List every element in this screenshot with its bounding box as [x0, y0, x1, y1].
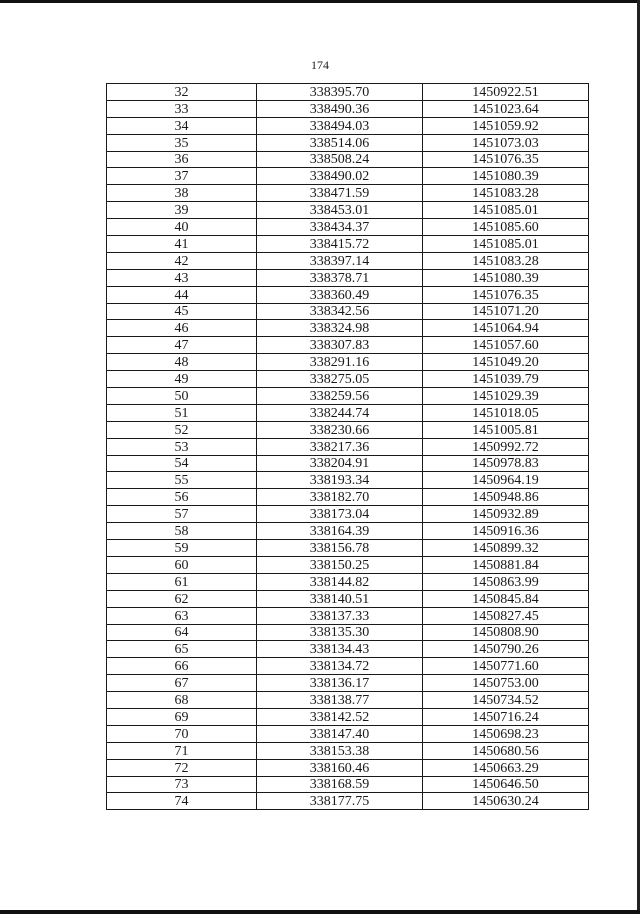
page-number: 174	[311, 58, 329, 72]
table-row	[107, 371, 589, 388]
table-row	[107, 202, 589, 219]
table-row	[107, 556, 589, 573]
scan-edge-top	[0, 0, 640, 3]
table-row	[107, 742, 589, 759]
point-number-cell: 63	[107, 607, 257, 624]
point-number-cell: 45	[107, 303, 257, 320]
point-number-cell: 38	[107, 185, 257, 202]
point-number-cell: 55	[107, 472, 257, 489]
y-coordinate-cell: 1450734.52	[423, 692, 589, 709]
scan-edge-bottom	[0, 910, 640, 914]
table-row	[107, 658, 589, 675]
point-number-cell: 71	[107, 742, 257, 759]
x-coordinate-cell: 338490.36	[257, 100, 423, 117]
x-coordinate-cell: 338244.74	[257, 404, 423, 421]
coordinate-table-body	[107, 84, 589, 810]
table-row	[107, 523, 589, 540]
x-coordinate-cell: 338134.72	[257, 658, 423, 675]
table-row	[107, 286, 589, 303]
table-row	[107, 320, 589, 337]
x-coordinate-cell: 338230.66	[257, 421, 423, 438]
table-row	[107, 725, 589, 742]
x-coordinate-cell: 338342.56	[257, 303, 423, 320]
point-number-cell: 70	[107, 725, 257, 742]
y-coordinate-cell: 1451059.92	[423, 117, 589, 134]
point-number-cell: 61	[107, 573, 257, 590]
x-coordinate-cell: 338514.06	[257, 134, 423, 151]
y-coordinate-cell: 1450932.89	[423, 506, 589, 523]
table-row	[107, 168, 589, 185]
point-number-cell: 54	[107, 455, 257, 472]
table-row	[107, 219, 589, 236]
table-row	[107, 134, 589, 151]
table-row	[107, 692, 589, 709]
table-row	[107, 607, 589, 624]
table-row	[107, 421, 589, 438]
y-coordinate-cell: 1450753.00	[423, 675, 589, 692]
y-coordinate-cell: 1450964.19	[423, 472, 589, 489]
y-coordinate-cell: 1451085.01	[423, 236, 589, 253]
x-coordinate-cell: 338164.39	[257, 523, 423, 540]
x-coordinate-cell: 338204.91	[257, 455, 423, 472]
x-coordinate-cell: 338259.56	[257, 388, 423, 405]
y-coordinate-cell: 1451064.94	[423, 320, 589, 337]
point-number-cell: 46	[107, 320, 257, 337]
point-number-cell: 68	[107, 692, 257, 709]
table-row	[107, 252, 589, 269]
y-coordinate-cell: 1451005.81	[423, 421, 589, 438]
x-coordinate-cell: 338134.43	[257, 641, 423, 658]
table-row	[107, 540, 589, 557]
y-coordinate-cell: 1451085.01	[423, 202, 589, 219]
y-coordinate-cell: 1451049.20	[423, 354, 589, 371]
y-coordinate-cell: 1450978.83	[423, 455, 589, 472]
point-number-cell: 67	[107, 675, 257, 692]
y-coordinate-cell: 1450680.56	[423, 742, 589, 759]
point-number-cell: 73	[107, 776, 257, 793]
x-coordinate-cell: 338395.70	[257, 84, 423, 101]
point-number-cell: 59	[107, 540, 257, 557]
table-row	[107, 506, 589, 523]
x-coordinate-cell: 338142.52	[257, 708, 423, 725]
point-number-cell: 43	[107, 269, 257, 286]
table-row	[107, 337, 589, 354]
point-number-cell: 64	[107, 624, 257, 641]
table-row	[107, 624, 589, 641]
y-coordinate-cell: 1450630.24	[423, 793, 589, 810]
point-number-cell: 58	[107, 523, 257, 540]
x-coordinate-cell: 338140.51	[257, 590, 423, 607]
point-number-cell: 37	[107, 168, 257, 185]
y-coordinate-cell: 1450916.36	[423, 523, 589, 540]
y-coordinate-cell: 1450922.51	[423, 84, 589, 101]
x-coordinate-cell: 338147.40	[257, 725, 423, 742]
y-coordinate-cell: 1450881.84	[423, 556, 589, 573]
x-coordinate-cell: 338136.17	[257, 675, 423, 692]
point-number-cell: 56	[107, 489, 257, 506]
point-number-cell: 60	[107, 556, 257, 573]
y-coordinate-cell: 1450992.72	[423, 438, 589, 455]
y-coordinate-cell: 1450716.24	[423, 708, 589, 725]
point-number-cell: 65	[107, 641, 257, 658]
y-coordinate-cell: 1450845.84	[423, 590, 589, 607]
table-row	[107, 354, 589, 371]
point-number-cell: 69	[107, 708, 257, 725]
table-row	[107, 404, 589, 421]
point-number-cell: 33	[107, 100, 257, 117]
table-row	[107, 303, 589, 320]
x-coordinate-cell: 338307.83	[257, 337, 423, 354]
table-row	[107, 455, 589, 472]
point-number-cell: 57	[107, 506, 257, 523]
x-coordinate-cell: 338415.72	[257, 236, 423, 253]
point-number-cell: 51	[107, 404, 257, 421]
x-coordinate-cell: 338490.02	[257, 168, 423, 185]
point-number-cell: 48	[107, 354, 257, 371]
point-number-cell: 66	[107, 658, 257, 675]
y-coordinate-cell: 1451039.79	[423, 371, 589, 388]
y-coordinate-cell: 1451083.28	[423, 185, 589, 202]
x-coordinate-cell: 338378.71	[257, 269, 423, 286]
table-row	[107, 793, 589, 810]
y-coordinate-cell: 1451057.60	[423, 337, 589, 354]
table-row	[107, 472, 589, 489]
point-number-cell: 32	[107, 84, 257, 101]
x-coordinate-cell: 338360.49	[257, 286, 423, 303]
x-coordinate-cell: 338182.70	[257, 489, 423, 506]
y-coordinate-cell: 1451071.20	[423, 303, 589, 320]
table-row	[107, 759, 589, 776]
table-row	[107, 151, 589, 168]
x-coordinate-cell: 338150.25	[257, 556, 423, 573]
x-coordinate-cell: 338508.24	[257, 151, 423, 168]
y-coordinate-cell: 1450771.60	[423, 658, 589, 675]
table-row	[107, 489, 589, 506]
table-row	[107, 269, 589, 286]
table-row	[107, 708, 589, 725]
y-coordinate-cell: 1450863.99	[423, 573, 589, 590]
y-coordinate-cell: 1450698.23	[423, 725, 589, 742]
point-number-cell: 62	[107, 590, 257, 607]
point-number-cell: 47	[107, 337, 257, 354]
y-coordinate-cell: 1451085.60	[423, 219, 589, 236]
x-coordinate-cell: 338153.38	[257, 742, 423, 759]
x-coordinate-cell: 338138.77	[257, 692, 423, 709]
table-row	[107, 84, 589, 101]
y-coordinate-cell: 1450663.29	[423, 759, 589, 776]
y-coordinate-cell: 1451076.35	[423, 286, 589, 303]
table-row	[107, 641, 589, 658]
y-coordinate-cell: 1451073.03	[423, 134, 589, 151]
x-coordinate-cell: 338173.04	[257, 506, 423, 523]
point-number-cell: 39	[107, 202, 257, 219]
x-coordinate-cell: 338193.34	[257, 472, 423, 489]
y-coordinate-cell: 1450790.26	[423, 641, 589, 658]
point-number-cell: 44	[107, 286, 257, 303]
table-row	[107, 675, 589, 692]
x-coordinate-cell: 338156.78	[257, 540, 423, 557]
point-number-cell: 72	[107, 759, 257, 776]
table-row	[107, 438, 589, 455]
point-number-cell: 74	[107, 793, 257, 810]
table-row	[107, 388, 589, 405]
point-number-cell: 35	[107, 134, 257, 151]
y-coordinate-cell: 1451076.35	[423, 151, 589, 168]
x-coordinate-cell: 338144.82	[257, 573, 423, 590]
x-coordinate-cell: 338324.98	[257, 320, 423, 337]
coordinate-table	[106, 83, 589, 810]
table-row	[107, 117, 589, 134]
x-coordinate-cell: 338471.59	[257, 185, 423, 202]
table-row	[107, 185, 589, 202]
x-coordinate-cell: 338137.33	[257, 607, 423, 624]
y-coordinate-cell: 1451029.39	[423, 388, 589, 405]
y-coordinate-cell: 1451083.28	[423, 252, 589, 269]
point-number-cell: 50	[107, 388, 257, 405]
x-coordinate-cell: 338494.03	[257, 117, 423, 134]
y-coordinate-cell: 1451023.64	[423, 100, 589, 117]
x-coordinate-cell: 338434.37	[257, 219, 423, 236]
x-coordinate-cell: 338168.59	[257, 776, 423, 793]
point-number-cell: 42	[107, 252, 257, 269]
table-row	[107, 573, 589, 590]
y-coordinate-cell: 1450808.90	[423, 624, 589, 641]
x-coordinate-cell: 338453.01	[257, 202, 423, 219]
table-row	[107, 100, 589, 117]
point-number-cell: 41	[107, 236, 257, 253]
x-coordinate-cell: 338291.16	[257, 354, 423, 371]
y-coordinate-cell: 1450899.32	[423, 540, 589, 557]
point-number-cell: 52	[107, 421, 257, 438]
y-coordinate-cell: 1451018.05	[423, 404, 589, 421]
table-row	[107, 236, 589, 253]
point-number-cell: 40	[107, 219, 257, 236]
table-row	[107, 776, 589, 793]
point-number-cell: 36	[107, 151, 257, 168]
x-coordinate-cell: 338217.36	[257, 438, 423, 455]
point-number-cell: 53	[107, 438, 257, 455]
x-coordinate-cell: 338160.46	[257, 759, 423, 776]
y-coordinate-cell: 1451080.39	[423, 269, 589, 286]
y-coordinate-cell: 1451080.39	[423, 168, 589, 185]
x-coordinate-cell: 338275.05	[257, 371, 423, 388]
x-coordinate-cell: 338135.30	[257, 624, 423, 641]
table-row	[107, 590, 589, 607]
y-coordinate-cell: 1450948.86	[423, 489, 589, 506]
x-coordinate-cell: 338397.14	[257, 252, 423, 269]
x-coordinate-cell: 338177.75	[257, 793, 423, 810]
y-coordinate-cell: 1450646.50	[423, 776, 589, 793]
point-number-cell: 49	[107, 371, 257, 388]
point-number-cell: 34	[107, 117, 257, 134]
y-coordinate-cell: 1450827.45	[423, 607, 589, 624]
